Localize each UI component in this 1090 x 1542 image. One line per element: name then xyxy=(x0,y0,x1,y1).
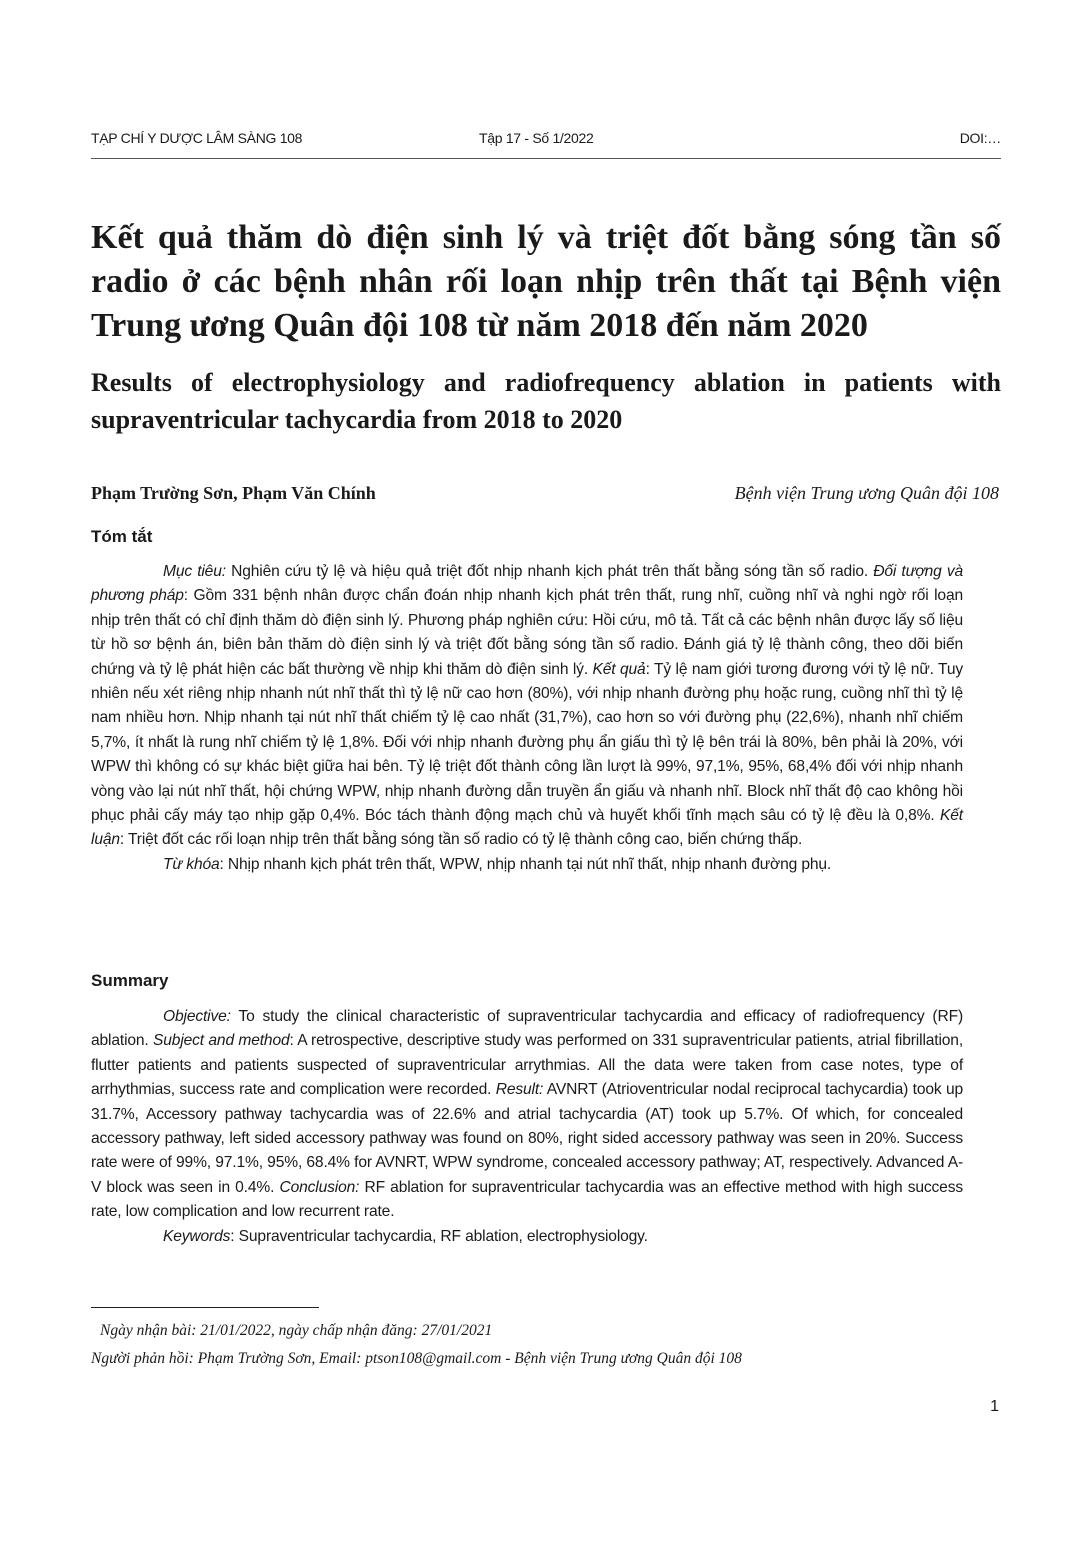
abstract-en-heading: Summary xyxy=(91,971,169,990)
keywords-en xyxy=(91,1225,963,1249)
keywords-vi xyxy=(91,853,963,877)
text: : Tỷ lệ nam giới tương đương với tỷ lệ nữ. Tuy nhiên nếu xét riêng nhịp nhanh nút nhĩ thất thì tỷ lệ nữ cao hơn (80%), với nhịp nhanh đường phụ hoặc rung, cuồng nhĩ thì tỷ lệ nam nhiều hơn. Nhịp nhanh tại nút nhĩ thất chiếm tỷ lệ cao nhất (31,7%), cao hơn so với đường phụ (22,6%), nhanh nhĩ chiếm 5,7%, ít nhất là rung nhĩ chiếm tỷ lệ 1,8%. Đối với nhịp nhanh đường phụ ẩn giấu thì tỷ lệ bên trái là 80%, bên phải là 20%, với WPW thì không có sự khác biệt giữa hai bên. Tỷ lệ triệt đốt thành công lần lượt là 99%, 97,1%, 95%, 68,4% đối với nhịp nhanh vòng vào lại nút nhĩ thất, hội chứng WPW, nhịp nhanh đường dẫn truyền ẩn giấu và nhanh nhĩ. Block nhĩ thất độ cao không hồi phục phải cấy máy tạo nhịp gặp 0,4%. Bóc tách thành động mạch chủ và huyết khối tĩnh mạch sâu có tỷ lệ đều là 0,8%. xyxy=(91,660,963,825)
keywords-label: Keywords xyxy=(163,1227,231,1245)
text: : A retrospective, descriptive study was performed on 331 supraventricular patients, atrial fibrillation, flutter patients and patients suspected of supraventricular arrythmias. All the data were taken from case notes, type of arrhythmias, success rate and complication were recorded. xyxy=(91,1032,964,1099)
doi: DOI:… xyxy=(959,130,1001,146)
abstract-en xyxy=(91,1005,963,1249)
keywords-text: : Supraventricular tachycardia, RF ablation, electrophysiology. xyxy=(230,1227,648,1245)
abstract-vi-body xyxy=(91,560,963,853)
label-objective: Mục tiêu: xyxy=(163,563,226,580)
text: To study the clinical characteristic of supraventricular tachycardia and efficacy of radiofrequency (RF) ablation. xyxy=(91,1008,963,1050)
label-conclusion: Conclusion: xyxy=(279,1178,360,1196)
label-method: Subject and method xyxy=(153,1032,290,1050)
running-header xyxy=(91,128,1001,159)
text: AVNRT (Atrioventricular nodal reciprocal tachycardia) took up 31.7%, Accessory pathway tachycardia was of 22.6% and atrial tachycardia (AT) took up 5.7%. Of which, for concealed accessory pathway, left sided accessory pathway was found on 80%, right sided accessory pathway was seen in 20%. Success rate were of 99%, 97.1%, 95%, 68.4% for AVNRT, WPW syndrome, concealed accessory pathway; AT, respectively. Advanced A-V block was seen in 0.4%. xyxy=(91,1081,963,1196)
label-result: Result: xyxy=(495,1081,544,1099)
footnote-dates: Ngày nhận bài: 21/01/2022, ngày chấp nhận đăng: 27/01/2021 xyxy=(100,1322,493,1339)
issue-info: Tập 17 - Số 1/2022 xyxy=(479,130,594,146)
label-result: Kết quả xyxy=(592,660,646,678)
keywords-text: : Nhịp nhanh kịch phát trên thất, WPW, nhịp nhanh tại nút nhĩ thất, nhịp nhanh đường phụ. xyxy=(219,855,832,873)
page-number: 1 xyxy=(990,1398,999,1415)
journal-name: TẠP CHÍ Y DƯỢC LÂM SÀNG 108 xyxy=(91,130,303,146)
abstract-vi xyxy=(91,560,963,877)
affiliation: Bệnh viện Trung ương Quân đội 108 xyxy=(734,483,999,503)
title-vietnamese: Kết quả thăm dò điện sinh lý và triệt đốt bằng sóng tần số radio ở các bệnh nhân rối loạn nhịp trên thất tại Bệnh viện Trung ương Quân đội 108 từ năm 2018 đến năm 2020 xyxy=(91,219,1001,344)
text: RF ablation for supraventricular tachycardia was an effective method with high success rate, low complication and low recurrent rate. xyxy=(91,1178,963,1221)
text: : Gồm 331 bệnh nhân được chẩn đoán nhịp nhanh kịch phát trên thất, rung nhĩ, cuồng nhĩ và nghi ngờ rối loạn nhịp trên thất có chỉ định thăm dò điện sinh lý. Phương pháp nghiên cứu: Hồi cứu, mô tả. Tất cả các bệnh nhân được lấy số liệu từ hồ sơ bệnh án, biên bản thăm dò điện sinh lý và triệt đốt bằng sóng tần số radio. Đánh giá tỷ lệ thành công, theo dõi biến chứng và tỷ lệ phát hiện các bất thường về nhịp khi thăm dò điện sinh lý. xyxy=(91,587,963,678)
footnote-divider xyxy=(91,1307,319,1308)
keywords-label: Từ khóa xyxy=(163,855,220,873)
abstract-en-body xyxy=(91,1005,963,1225)
title-english: Results of electrophysiology and radiofrequency ablation in patients with supraventricular tachycardia from 2018 to 2020 xyxy=(91,368,1001,434)
label-method: Đối tượng và phương pháp xyxy=(91,563,963,605)
label-conclusion: Kết luận xyxy=(91,807,963,849)
footnote-contact: Người phản hồi: Phạm Trường Sơn, Email: ptson108@gmail.com - Bệnh viện Trung ương Quân đội 108 xyxy=(91,1350,742,1367)
authors: Phạm Trường Sơn, Phạm Văn Chính xyxy=(91,483,376,503)
text: : Triệt đốt các rối loạn nhịp trên thất bằng sóng tần số radio có tỷ lệ thành công cao, biến chứng thấp. xyxy=(119,831,803,849)
text: Nghiên cứu tỷ lệ và hiệu quả triệt đốt nhịp nhanh kịch phát trên thất bằng sóng tần số radio. xyxy=(225,563,874,580)
abstract-vi-heading: Tóm tắt xyxy=(91,527,153,546)
label-objective: Objective: xyxy=(163,1008,231,1025)
